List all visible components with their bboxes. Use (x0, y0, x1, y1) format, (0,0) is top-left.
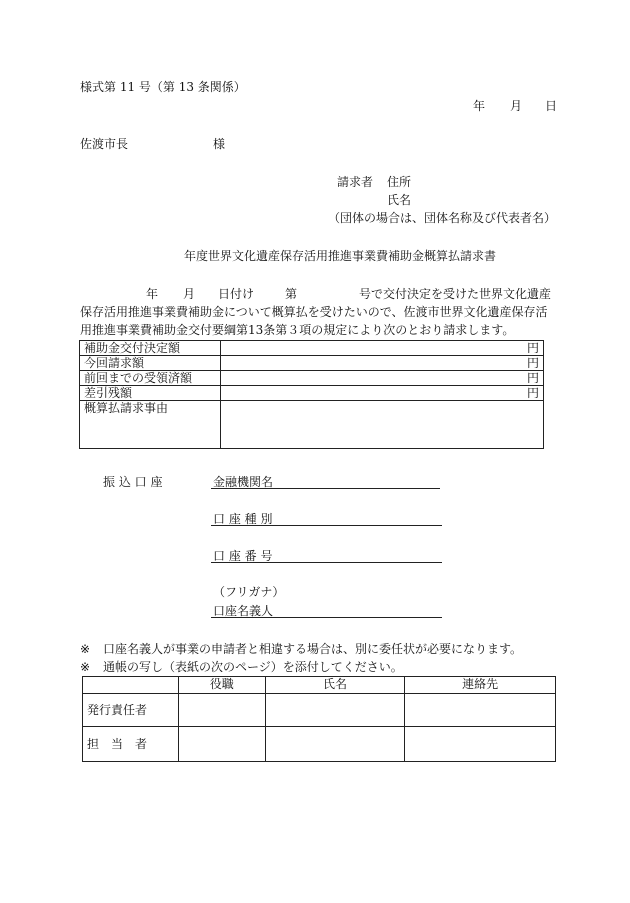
table-row (83, 727, 556, 762)
amount-value-cell: 円 (220, 356, 543, 371)
claimant-note: （団体の場合は、団体名称及び代表者名） (328, 211, 557, 225)
bank-furigana-label: （フリガナ） (213, 585, 285, 599)
table-cell (178, 727, 265, 762)
table-row (80, 401, 544, 449)
date-month-label: 月 (510, 99, 523, 113)
body-year: 年 (146, 287, 159, 301)
table-cell (405, 694, 556, 727)
table-row (80, 386, 544, 401)
header-cell (83, 677, 179, 694)
row-label: 担 当 者 (83, 727, 179, 762)
body-line2: 保存活用推進事業費補助金について概算払を受けたいので、佐渡市世界文化遺産保存活 (80, 305, 548, 319)
header-cell: 氏名 (265, 677, 405, 694)
bank-institution-label: 金融機関名 (213, 475, 274, 489)
date-year-label: 年 (473, 99, 486, 113)
amount-value-cell: 円 (220, 341, 543, 356)
amount-value-cell: 円 (220, 386, 543, 401)
amount-label: 補助金交付決定額 (80, 341, 221, 356)
table-row (80, 371, 544, 386)
amount-table (79, 340, 544, 449)
table-cell (265, 694, 405, 727)
note-text: 口座名義人が事業の申請者と相違する場合は、別に委任状が必要になります。 (103, 642, 523, 656)
amount-label: 今回請求額 (80, 356, 221, 371)
note-mark: ※ (80, 660, 91, 674)
amount-label: 概算払請求事由 (80, 401, 221, 449)
table-cell (178, 694, 265, 727)
reason-cell (220, 401, 543, 449)
institution-line (211, 488, 440, 489)
table-cell (405, 727, 556, 762)
body-no: 第 (285, 287, 298, 301)
table-row (80, 356, 544, 371)
addressee-honorific: 様 (213, 137, 226, 151)
date-day-label: 日 (545, 99, 558, 113)
bank-heading: 振 込 口 座 (103, 475, 163, 489)
bank-account-number-label: 口 座 番 号 (213, 549, 273, 563)
holder-line (211, 617, 442, 618)
form-number: 様式第 11 号（第 13 条関係） (80, 80, 246, 94)
header-cell: 連絡先 (405, 677, 556, 694)
body-line1-rest: 号で交付決定を受けた世界文化遺産 (359, 287, 552, 301)
claimant-label: 請求者 (337, 175, 374, 189)
amount-label: 差引残額 (80, 386, 221, 401)
contact-table (82, 676, 556, 762)
amount-value-cell: 円 (220, 371, 543, 386)
table-header-row (83, 677, 556, 694)
document-title: 年度世界文化遺産保存活用推進事業費補助金概算払請求書 (184, 249, 497, 263)
note-text: 通帳の写し（表紙の次のページ）を添付してください。 (103, 660, 403, 674)
addressee-name: 佐渡市長 (80, 137, 129, 151)
row-label: 発行責任者 (83, 694, 179, 727)
body-dated: 日付け (218, 287, 255, 301)
header-cell: 役職 (178, 677, 265, 694)
table-cell (265, 727, 405, 762)
amount-label: 前回までの受領済額 (80, 371, 221, 386)
account-number-line (211, 562, 442, 563)
bank-holder-label: 口座名義人 (213, 604, 274, 618)
table-row (83, 694, 556, 727)
bank-account-type-label: 口 座 種 別 (213, 512, 273, 526)
body-line3: 用推進事業費補助金交付要綱第13条第３項の規定により次のとおり請求します。 (80, 323, 515, 337)
note-mark: ※ (80, 642, 91, 656)
table-row (80, 341, 544, 356)
body-month: 月 (183, 287, 196, 301)
claimant-name-label: 氏名 (387, 193, 412, 207)
account-type-line (211, 525, 442, 526)
claimant-address-label: 住所 (387, 175, 412, 189)
